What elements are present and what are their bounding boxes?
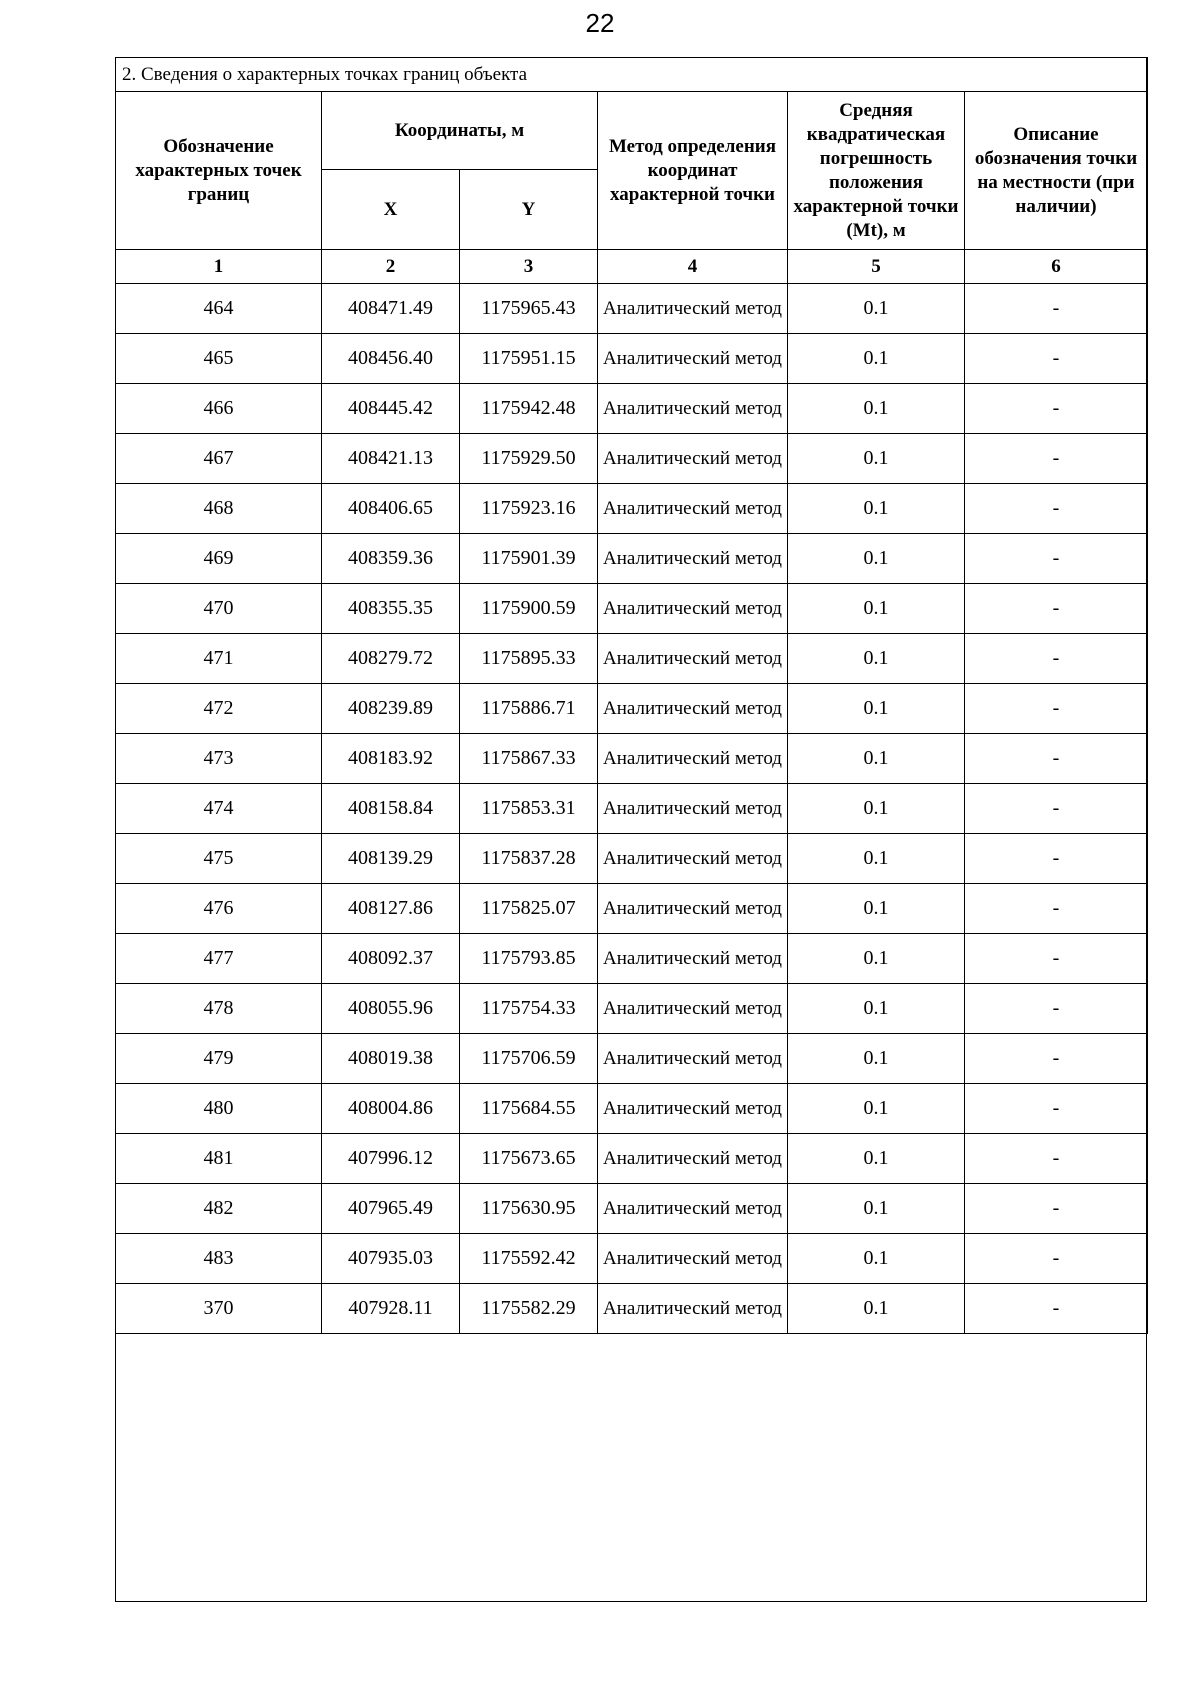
- description-cell: -: [965, 934, 1148, 984]
- point-cell: 477: [116, 934, 322, 984]
- point-cell: 466: [116, 384, 322, 434]
- method-text: Аналитический метод: [603, 797, 782, 819]
- x-coordinate-cell: 408359.36: [322, 534, 460, 584]
- method-text: Аналитический метод: [603, 597, 782, 619]
- error-cell: 0.1: [788, 834, 965, 884]
- method-cell: [598, 534, 788, 584]
- column-numbers-row: [116, 250, 1148, 284]
- method-cell: [598, 584, 788, 634]
- method-text: Аналитический метод: [603, 497, 782, 519]
- method-text: Аналитический метод: [603, 897, 782, 919]
- y-coordinate-cell: 1175853.31: [460, 784, 598, 834]
- point-cell: 474: [116, 784, 322, 834]
- method-cell: [598, 784, 788, 834]
- point-cell: 464: [116, 284, 322, 334]
- y-coordinate-cell: 1175837.28: [460, 834, 598, 884]
- column-number: 6: [965, 250, 1148, 284]
- column-number: 5: [788, 250, 965, 284]
- method-cell: [598, 284, 788, 334]
- table-row: [116, 934, 1148, 984]
- y-coordinate-cell: 1175942.48: [460, 384, 598, 434]
- method-text: Аналитический метод: [603, 1147, 782, 1169]
- method-cell: [598, 384, 788, 434]
- error-cell: 0.1: [788, 284, 965, 334]
- error-cell: 0.1: [788, 334, 965, 384]
- point-cell: 479: [116, 1034, 322, 1084]
- description-cell: -: [965, 1184, 1148, 1234]
- method-cell: [598, 1184, 788, 1234]
- method-text: Аналитический метод: [603, 647, 782, 669]
- error-cell: 0.1: [788, 584, 965, 634]
- table-row: [116, 534, 1148, 584]
- table-row: [116, 284, 1148, 334]
- table-row: [116, 1134, 1148, 1184]
- method-text: Аналитический метод: [603, 997, 782, 1019]
- method-cell: [598, 1034, 788, 1084]
- error-cell: 0.1: [788, 1284, 965, 1334]
- x-coordinate-cell: 408421.13: [322, 434, 460, 484]
- method-cell: [598, 1234, 788, 1284]
- x-coordinate-cell: 407965.49: [322, 1184, 460, 1234]
- error-cell: 0.1: [788, 1034, 965, 1084]
- point-cell: 469: [116, 534, 322, 584]
- method-cell: [598, 684, 788, 734]
- description-cell: -: [965, 634, 1148, 684]
- point-cell: 465: [116, 334, 322, 384]
- method-cell: [598, 834, 788, 884]
- y-coordinate-cell: 1175592.42: [460, 1234, 598, 1284]
- error-cell: 0.1: [788, 434, 965, 484]
- y-coordinate-cell: 1175754.33: [460, 984, 598, 1034]
- description-cell: -: [965, 1034, 1148, 1084]
- y-coordinate-cell: 1175825.07: [460, 884, 598, 934]
- method-cell: [598, 1134, 788, 1184]
- x-coordinate-cell: 408406.65: [322, 484, 460, 534]
- x-coordinate-cell: 408055.96: [322, 984, 460, 1034]
- point-cell: 470: [116, 584, 322, 634]
- x-coordinate-cell: 408127.86: [322, 884, 460, 934]
- x-coordinate-cell: 408019.38: [322, 1034, 460, 1084]
- column-number: 2: [322, 250, 460, 284]
- point-cell: 478: [116, 984, 322, 1034]
- point-cell: 483: [116, 1234, 322, 1284]
- method-cell: [598, 1084, 788, 1134]
- method-cell: [598, 984, 788, 1034]
- description-cell: -: [965, 334, 1148, 384]
- point-cell: 473: [116, 734, 322, 784]
- table-row: [116, 434, 1148, 484]
- y-coordinate-cell: 1175684.55: [460, 1084, 598, 1134]
- y-coordinate-cell: 1175793.85: [460, 934, 598, 984]
- x-coordinate-cell: 407928.11: [322, 1284, 460, 1334]
- point-cell: 472: [116, 684, 322, 734]
- method-cell: [598, 1284, 788, 1334]
- method-text: Аналитический метод: [603, 397, 782, 419]
- error-cell: 0.1: [788, 784, 965, 834]
- column-number: 4: [598, 250, 788, 284]
- x-coordinate-cell: 407935.03: [322, 1234, 460, 1284]
- method-text: Аналитический метод: [603, 547, 782, 569]
- table-row: [116, 684, 1148, 734]
- header-method: Метод определения координат характерной точки: [598, 92, 788, 250]
- page-number: 22: [585, 8, 615, 38]
- error-cell: 0.1: [788, 1234, 965, 1284]
- table-row: [116, 334, 1148, 384]
- error-cell: 0.1: [788, 684, 965, 734]
- y-coordinate-cell: 1175923.16: [460, 484, 598, 534]
- description-cell: -: [965, 884, 1148, 934]
- y-coordinate-cell: 1175951.15: [460, 334, 598, 384]
- description-cell: -: [965, 734, 1148, 784]
- point-cell: 468: [116, 484, 322, 534]
- description-cell: -: [965, 434, 1148, 484]
- method-text: Аналитический метод: [603, 1297, 782, 1319]
- header-coordinates: Координаты, м: [322, 92, 598, 170]
- error-cell: 0.1: [788, 734, 965, 784]
- y-coordinate-cell: 1175673.65: [460, 1134, 598, 1184]
- table-row: [116, 784, 1148, 834]
- description-cell: -: [965, 1134, 1148, 1184]
- error-cell: 0.1: [788, 934, 965, 984]
- table-row: [116, 1234, 1148, 1284]
- x-coordinate-cell: 408139.29: [322, 834, 460, 884]
- x-coordinate-cell: 408471.49: [322, 284, 460, 334]
- description-cell: -: [965, 284, 1148, 334]
- table-row: [116, 1184, 1148, 1234]
- table-row: [116, 1034, 1148, 1084]
- header-error: Средняя квадратическая погрешность положения характерной точки (Mt), м: [788, 92, 965, 250]
- x-coordinate-cell: 408445.42: [322, 384, 460, 434]
- description-cell: -: [965, 834, 1148, 884]
- y-coordinate-cell: 1175630.95: [460, 1184, 598, 1234]
- error-cell: 0.1: [788, 1084, 965, 1134]
- error-cell: 0.1: [788, 534, 965, 584]
- x-coordinate-cell: 408456.40: [322, 334, 460, 384]
- points-table: [115, 57, 1148, 1334]
- description-cell: -: [965, 784, 1148, 834]
- x-coordinate-cell: 407996.12: [322, 1134, 460, 1184]
- y-coordinate-cell: 1175582.29: [460, 1284, 598, 1334]
- method-text: Аналитический метод: [603, 847, 782, 869]
- point-cell: 481: [116, 1134, 322, 1184]
- method-cell: [598, 634, 788, 684]
- table-row: [116, 384, 1148, 434]
- point-cell: 471: [116, 634, 322, 684]
- table-row: [116, 984, 1148, 1034]
- table-row: [116, 584, 1148, 634]
- y-coordinate-cell: 1175706.59: [460, 1034, 598, 1084]
- y-coordinate-cell: 1175867.33: [460, 734, 598, 784]
- table-row: [116, 734, 1148, 784]
- point-cell: 370: [116, 1284, 322, 1334]
- error-cell: 0.1: [788, 484, 965, 534]
- column-number: 1: [116, 250, 322, 284]
- method-text: Аналитический метод: [603, 1097, 782, 1119]
- method-cell: [598, 734, 788, 784]
- error-cell: 0.1: [788, 884, 965, 934]
- description-cell: -: [965, 984, 1148, 1034]
- table-row: [116, 884, 1148, 934]
- description-cell: -: [965, 534, 1148, 584]
- method-text: Аналитический метод: [603, 1247, 782, 1269]
- y-coordinate-cell: 1175965.43: [460, 284, 598, 334]
- y-coordinate-cell: 1175901.39: [460, 534, 598, 584]
- description-cell: -: [965, 384, 1148, 434]
- description-cell: -: [965, 1284, 1148, 1334]
- x-coordinate-cell: 408183.92: [322, 734, 460, 784]
- description-cell: -: [965, 684, 1148, 734]
- y-coordinate-cell: 1175886.71: [460, 684, 598, 734]
- error-cell: 0.1: [788, 1184, 965, 1234]
- error-cell: 0.1: [788, 984, 965, 1034]
- x-coordinate-cell: 408004.86: [322, 1084, 460, 1134]
- point-cell: 476: [116, 884, 322, 934]
- section-title: 2. Сведения о характерных точках границ объекта: [116, 58, 1148, 92]
- description-cell: -: [965, 584, 1148, 634]
- x-coordinate-cell: 408158.84: [322, 784, 460, 834]
- point-cell: 480: [116, 1084, 322, 1134]
- error-cell: 0.1: [788, 384, 965, 434]
- x-coordinate-cell: 408092.37: [322, 934, 460, 984]
- method-cell: [598, 334, 788, 384]
- method-text: Аналитический метод: [603, 1047, 782, 1069]
- point-cell: 475: [116, 834, 322, 884]
- error-cell: 0.1: [788, 1134, 965, 1184]
- description-cell: -: [965, 484, 1148, 534]
- method-cell: [598, 434, 788, 484]
- description-cell: -: [965, 1234, 1148, 1284]
- table-row: [116, 634, 1148, 684]
- point-cell: 482: [116, 1184, 322, 1234]
- method-text: Аналитический метод: [603, 297, 782, 319]
- method-text: Аналитический метод: [603, 697, 782, 719]
- method-text: Аналитический метод: [603, 447, 782, 469]
- y-coordinate-cell: 1175929.50: [460, 434, 598, 484]
- x-coordinate-cell: 408279.72: [322, 634, 460, 684]
- table-body: [116, 284, 1148, 1334]
- y-coordinate-cell: 1175900.59: [460, 584, 598, 634]
- description-cell: -: [965, 1084, 1148, 1134]
- method-cell: [598, 484, 788, 534]
- method-text: Аналитический метод: [603, 747, 782, 769]
- method-text: Аналитический метод: [603, 347, 782, 369]
- table-row: [116, 484, 1148, 534]
- point-cell: 467: [116, 434, 322, 484]
- x-coordinate-cell: 408355.35: [322, 584, 460, 634]
- x-coordinate-cell: 408239.89: [322, 684, 460, 734]
- method-cell: [598, 934, 788, 984]
- header-y: Y: [460, 170, 598, 250]
- y-coordinate-cell: 1175895.33: [460, 634, 598, 684]
- table-row: [116, 834, 1148, 884]
- method-text: Аналитический метод: [603, 1197, 782, 1219]
- method-text: Аналитический метод: [603, 947, 782, 969]
- table-row: [116, 1084, 1148, 1134]
- column-number: 3: [460, 250, 598, 284]
- header-x: X: [322, 170, 460, 250]
- header-point-designation: Обозначение характерных точек границ: [116, 92, 322, 250]
- method-cell: [598, 884, 788, 934]
- table-row: [116, 1284, 1148, 1334]
- error-cell: 0.1: [788, 634, 965, 684]
- header-description: Описание обозначения точки на местности (при наличии): [965, 92, 1148, 250]
